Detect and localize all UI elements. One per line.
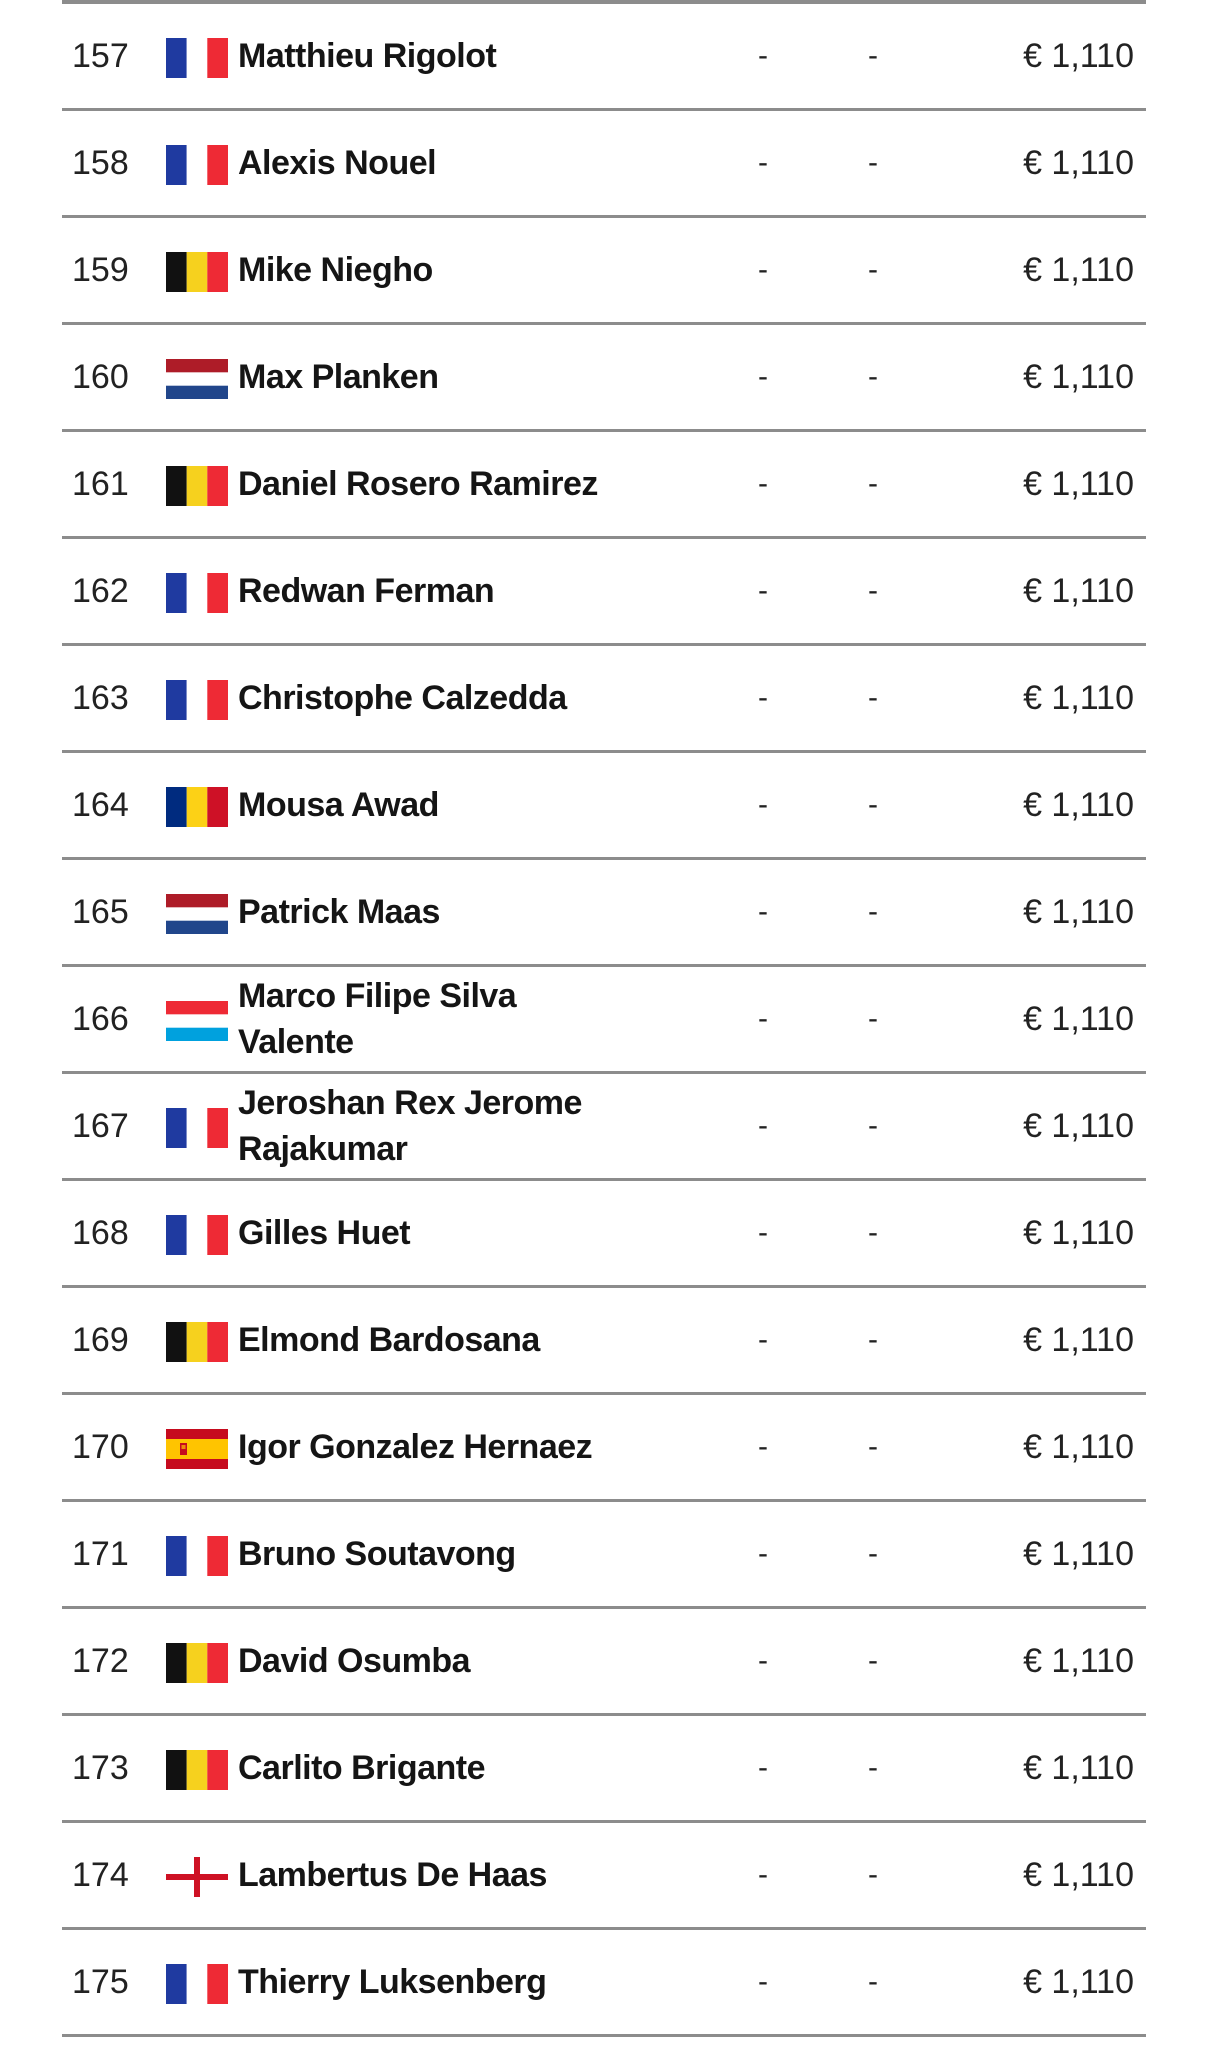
player-name[interactable]: Mousa Awad [238,786,439,824]
prize-cell: € 1,110 [1023,572,1134,610]
flag-france-icon [166,573,228,613]
player-name[interactable]: Alexis Nouel [238,144,437,182]
player-name[interactable]: Carlito Brigante [238,1749,486,1787]
table-row[interactable] [62,1823,1146,1930]
prize-cell: € 1,110 [1023,465,1134,503]
column-1-cell: - [758,1751,768,1784]
player-name[interactable]: Thierry Luksenberg [238,1963,547,2001]
column-2-cell: - [868,360,878,393]
column-1-cell: - [758,1216,768,1249]
column-1-cell: - [758,788,768,821]
flag-france-icon [166,1536,228,1576]
flag-france-icon [166,1215,228,1255]
table-row[interactable] [62,218,1146,325]
prize-cell: € 1,110 [1023,1749,1134,1787]
column-2-cell: - [868,1644,878,1677]
rank-cell: 160 [72,358,129,396]
flag-netherlands-icon [166,894,228,934]
flag-england-icon [166,1857,228,1897]
rank-cell: 167 [72,1107,129,1145]
rank-cell: 161 [72,465,129,503]
column-2-cell: - [868,39,878,72]
table-row[interactable] [62,325,1146,432]
column-1-cell: - [758,1858,768,1891]
rank-cell: 174 [72,1856,129,1894]
table-row[interactable] [62,967,1146,1074]
column-2-cell: - [868,1965,878,1998]
column-2-cell: - [868,1537,878,1570]
player-name[interactable]: Gilles Huet [238,1214,411,1252]
column-1-cell: - [758,253,768,286]
table-row[interactable] [62,432,1146,539]
flag-france-icon [166,145,228,185]
prize-cell: € 1,110 [1023,358,1134,396]
player-name[interactable]: Max Planken [238,358,439,396]
flag-belgium-icon [166,466,228,506]
table-row[interactable] [62,4,1146,111]
table-row[interactable] [62,1181,1146,1288]
column-2-cell: - [868,1216,878,1249]
rank-cell: 166 [72,1000,129,1038]
results-table [62,0,1146,2037]
column-1-cell: - [758,1537,768,1570]
player-name[interactable]: David Osumba [238,1642,471,1680]
column-1-cell: - [758,1323,768,1356]
prize-cell: € 1,110 [1023,1321,1134,1359]
flag-romania-icon [166,787,228,827]
player-name[interactable]: Redwan Ferman [238,572,495,610]
column-2-cell: - [868,895,878,928]
rank-cell: 170 [72,1428,129,1466]
column-1-cell: - [758,146,768,179]
player-name[interactable]: Christophe Calzedda [238,679,567,717]
rank-cell: 165 [72,893,129,931]
prize-cell: € 1,110 [1023,1428,1134,1466]
flag-france-icon [166,680,228,720]
player-name[interactable]: Bruno Soutavong [238,1535,516,1573]
rank-cell: 168 [72,1214,129,1252]
column-2-cell: - [868,1323,878,1356]
table-row[interactable] [62,1395,1146,1502]
column-1-cell: - [758,574,768,607]
column-2-cell: - [868,788,878,821]
table-row[interactable] [62,1502,1146,1609]
prize-cell: € 1,110 [1023,144,1134,182]
column-2-cell: - [868,253,878,286]
flag-belgium-icon [166,1643,228,1683]
table-row[interactable] [62,1609,1146,1716]
table-row[interactable] [62,1074,1146,1181]
column-2-cell: - [868,681,878,714]
flag-netherlands-icon [166,359,228,399]
table-row[interactable] [62,1930,1146,2037]
player-name[interactable]: Daniel Rosero Ramirez [238,465,598,503]
column-2-cell: - [868,1430,878,1463]
prize-cell: € 1,110 [1023,679,1134,717]
rank-cell: 172 [72,1642,129,1680]
prize-cell: € 1,110 [1023,893,1134,931]
column-1-cell: - [758,681,768,714]
flag-belgium-icon [166,1750,228,1790]
column-2-cell: - [868,574,878,607]
column-1-cell: - [758,467,768,500]
rank-cell: 162 [72,572,129,610]
prize-cell: € 1,110 [1023,1856,1134,1894]
flag-france-icon [166,1108,228,1148]
flag-spain-icon [166,1429,228,1469]
prize-cell: € 1,110 [1023,1642,1134,1680]
player-name[interactable]: Elmond Bardosana [238,1321,540,1359]
table-row[interactable] [62,539,1146,646]
table-row[interactable] [62,753,1146,860]
rank-cell: 175 [72,1963,129,2001]
column-1-cell: - [758,1109,768,1142]
rank-cell: 159 [72,251,129,289]
column-1-cell: - [758,1002,768,1035]
table-row[interactable] [62,1288,1146,1395]
rank-cell: 173 [72,1749,129,1787]
rank-cell: 157 [72,37,129,75]
prize-cell: € 1,110 [1023,1107,1134,1145]
column-1-cell: - [758,360,768,393]
column-2-cell: - [868,1002,878,1035]
player-name[interactable]: Patrick Maas [238,893,440,931]
column-2-cell: - [868,1751,878,1784]
player-name[interactable]: Marco Filipe Silva Valente [238,977,517,1061]
prize-cell: € 1,110 [1023,1963,1134,2001]
rank-cell: 158 [72,144,129,182]
player-name[interactable]: Igor Gonzalez Hernaez [238,1428,593,1466]
column-1-cell: - [758,1430,768,1463]
column-1-cell: - [758,1965,768,1998]
prize-cell: € 1,110 [1023,37,1134,75]
player-name[interactable]: Lambertus De Haas [238,1856,547,1894]
player-name[interactable]: Matthieu Rigolot [238,37,497,75]
rank-cell: 163 [72,679,129,717]
column-1-cell: - [758,39,768,72]
flag-france-icon [166,1964,228,2004]
prize-cell: € 1,110 [1023,786,1134,824]
table-row[interactable] [62,111,1146,218]
table-body [62,4,1146,2037]
column-1-cell: - [758,1644,768,1677]
prize-cell: € 1,110 [1023,1535,1134,1573]
table-row[interactable] [62,860,1146,967]
column-2-cell: - [868,146,878,179]
player-name[interactable]: Jeroshan Rex Jerome Rajakumar [238,1084,582,1168]
rank-cell: 171 [72,1535,129,1573]
prize-cell: € 1,110 [1023,251,1134,289]
player-name[interactable]: Mike Niegho [238,251,433,289]
column-2-cell: - [868,1109,878,1142]
table-row[interactable] [62,1716,1146,1823]
column-2-cell: - [868,1858,878,1891]
flag-belgium-icon [166,252,228,292]
flag-france-icon [166,38,228,78]
prize-cell: € 1,110 [1023,1000,1134,1038]
flag-belgium-icon [166,1322,228,1362]
column-2-cell: - [868,467,878,500]
prize-cell: € 1,110 [1023,1214,1134,1252]
rank-cell: 164 [72,786,129,824]
rank-cell: 169 [72,1321,129,1359]
table-row[interactable] [62,646,1146,753]
column-1-cell: - [758,895,768,928]
flag-luxembourg-icon [166,1001,228,1041]
